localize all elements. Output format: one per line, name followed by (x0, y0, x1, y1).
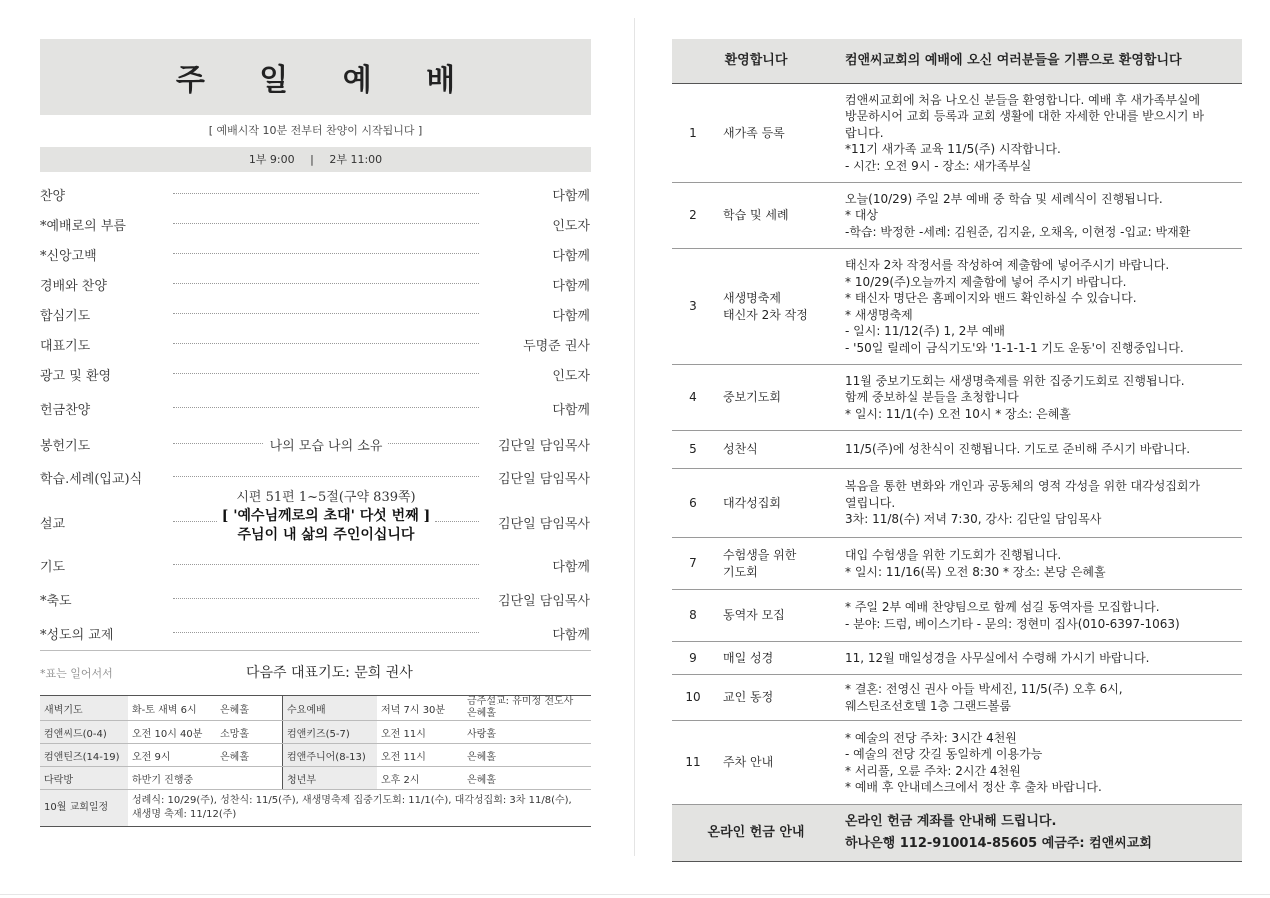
order-item-leader: 인도자 (552, 369, 590, 384)
online-offering-label: 온라인 헌금 안내 (672, 805, 840, 862)
schedule-label: 컴앤틴즈(14-19) (40, 744, 128, 767)
dotted-leader (173, 598, 479, 599)
dotted-leader (173, 253, 479, 254)
table-row (40, 696, 591, 721)
sermon-title: 주님이 내 삶의 주인이십니다 (237, 527, 415, 543)
schedule-place: 소망홀 (216, 721, 283, 744)
schedule-label: 수요예배 (283, 696, 378, 721)
church-schedule-label: 10월 교회일정 (40, 790, 128, 827)
item-title: 새가족 등록 (714, 84, 840, 183)
order-item-leader: 다함께 (552, 279, 590, 294)
bank-account-line: 하나은행 112-910014-85605 예금주: 컴앤씨교회 (845, 836, 1152, 851)
schedule-label: 컴앤키즈(5-7) (283, 721, 378, 744)
order-item-name: 합심기도 (40, 309, 91, 324)
schedule-place (216, 767, 283, 790)
announcements-page (672, 39, 1242, 862)
order-item-name: *축도 (40, 594, 72, 609)
item-title: 동역자 모집 (714, 590, 840, 642)
schedule-place: 은혜홀 (216, 744, 283, 767)
table-row (672, 469, 1242, 538)
order-item-leader: 인도자 (552, 219, 590, 234)
order-item-name: *신앙고백 (40, 249, 97, 264)
order-item-leader: 다함께 (552, 628, 590, 643)
sermon-series: [ '예수님께로의 초대' 다섯 번째 ] (221, 508, 431, 524)
table-row (672, 590, 1242, 642)
online-offering-info (840, 805, 1242, 862)
item-number: 4 (672, 365, 714, 431)
item-text: * 주일 2부 예배 찬양팀으로 함께 섬길 동역자를 모집합니다. - 분야: 드럼, 베이스기타 - 문의: 정현미 집사(010-6397-1063) (840, 590, 1242, 642)
schedule-place: 은혜홀 (463, 767, 591, 790)
title-banner (40, 39, 591, 115)
item-title: 대각성집회 (714, 469, 840, 538)
wednesday-place: 은혜홀 (467, 708, 496, 719)
schedule-label: 청년부 (283, 767, 378, 790)
second-service-time: 2부 11:00 (329, 153, 383, 166)
online-offering-line: 온라인 헌금 계좌를 안내해 드립니다. (845, 814, 1057, 829)
table-row (672, 84, 1242, 183)
schedule-label: 컴앤씨드(0-4) (40, 721, 128, 744)
item-number: 9 (672, 642, 714, 675)
schedule-label: 컴앤주니어(8-13) (283, 744, 378, 767)
sermon-details (173, 488, 479, 545)
order-item-leader: 다함께 (552, 189, 590, 204)
table-row (40, 744, 591, 767)
order-item-name: 찬양 (40, 189, 66, 204)
table-row (672, 642, 1242, 675)
online-offering-row (672, 805, 1242, 862)
schedule-time: 오전 10시 40분 (128, 721, 216, 744)
order-item-name: 헌금찬양 (40, 403, 91, 418)
bottom-border (0, 894, 1270, 895)
order-item-leader: 김단일 담임목사 (497, 517, 590, 532)
item-number: 10 (672, 675, 714, 721)
item-text: 태신자 2차 작정서를 작성하여 제출함에 넣어주시기 바랍니다. * 10/29(주)오늘까지 제출함에 넣어 주시기 바랍니다. * 태신자 명단은 홈페이지와 밴드 확인하실 수 있습니다. * 새생명축제 - 일시: 11/12(주) 1, 2부 예배 - '50일 릴레이 금식기도'와 '1-1-1-1 기도 운동'이 진행중입니다. (840, 249, 1242, 365)
order-item-name: 봉헌기도 (40, 439, 91, 454)
dotted-leader (173, 343, 479, 344)
table-row (672, 365, 1242, 431)
item-title: 학습 및 세례 (714, 183, 840, 249)
table-row (672, 249, 1242, 365)
item-number: 5 (672, 431, 714, 469)
schedule-place: 사랑홀 (463, 721, 591, 744)
table-row (672, 183, 1242, 249)
schedule-place: 은혜홀 (216, 696, 283, 721)
church-schedule-text (128, 790, 591, 827)
first-service-time: 1부 9:00 (248, 153, 295, 166)
table-row (40, 790, 591, 827)
schedule-time: 오전 11시 (377, 721, 463, 744)
dotted-leader (173, 313, 479, 314)
item-text: * 결혼: 전영신 권사 아들 박세진, 11/5(주) 오후 6시, 웨스틴조선호텔 1층 그랜드볼룸 (840, 675, 1242, 721)
service-times (40, 147, 591, 172)
dotted-leader (173, 564, 479, 565)
wednesday-preacher: 금주설교: 유미정 전도사 (467, 696, 574, 707)
order-item-name: 대표기도 (40, 339, 91, 354)
dotted-leader (173, 223, 479, 224)
schedule-place: 은혜홀 (463, 744, 591, 767)
schedule-time: 저녁 7시 30분 (377, 696, 463, 721)
schedule-time: 하반기 진행중 (128, 767, 216, 790)
item-title: 수험생을 위한 기도회 (714, 538, 840, 590)
dotted-leader (173, 407, 479, 408)
offering-hymn (173, 435, 479, 454)
worship-order-list (40, 172, 591, 650)
worship-order-page (40, 39, 591, 827)
order-item-name: 기도 (40, 560, 66, 575)
page-divider (634, 18, 635, 856)
offering-hymn-title: 나의 모습 나의 소유 (264, 439, 389, 454)
dotted-leader (173, 193, 479, 194)
dotted-leader (173, 476, 479, 477)
item-title: 매일 성경 (714, 642, 840, 675)
schedule-time: 오전 9시 (128, 744, 216, 767)
table-row (40, 721, 591, 744)
order-item-leader: 김단일 담임목사 (497, 472, 590, 487)
schedule-table (40, 695, 591, 827)
order-item-name: 설교 (40, 517, 66, 532)
sermon-scripture: 시편 51편 1~5절(구약 839쪽) (236, 490, 416, 505)
item-text: 복음을 통한 변화와 개인과 공동체의 영적 각성을 위한 대각성집회가 열립니다. 3차: 11/8(수) 저녁 7:30, 강사: 김단일 담임목사 (840, 469, 1242, 538)
church-schedule-line: 새생명 축제: 11/12(주) (132, 809, 237, 820)
table-row (672, 431, 1242, 469)
item-text: * 예술의 전당 주차: 3시간 4천원 - 예술의 전당 갓길 동일하게 이용가능 * 서리풀, 오륜 주차: 2시간 4천원 * 예배 후 안내데스크에서 정산 후 출차 바랍니다. (840, 721, 1242, 805)
item-title: 주차 안내 (714, 721, 840, 805)
item-text: 대입 수험생을 위한 기도회가 진행됩니다. * 일시: 11/16(목) 오전 8:30 * 장소: 본당 은혜홀 (840, 538, 1242, 590)
item-title: 새생명축제 태신자 2차 작정 (714, 249, 840, 365)
table-row (672, 675, 1242, 721)
order-item-leader: 두명준 권사 (523, 339, 590, 354)
item-text: 컴앤씨교회에 처음 나오신 분들을 환영합니다. 예배 후 새가족부실에 방문하시어 교회 등록과 교회 생활에 대한 자세한 안내를 받으시기 바 랍니다. *11기 새가족 교육 11/5(주) 시작합니다. - 시간: 오전 9시 - 장소: 새가족부실 (840, 84, 1242, 183)
order-item-leader: 다함께 (552, 560, 590, 575)
dotted-leader (173, 632, 479, 633)
announcements-table (672, 39, 1242, 862)
item-number: 11 (672, 721, 714, 805)
dotted-leader (173, 373, 479, 374)
order-item-leader: 다함께 (552, 309, 590, 324)
dotted-leader (173, 521, 217, 522)
item-text: 오늘(10/29) 주일 2부 예배 중 학습 및 세례식이 진행됩니다. * 대상 -학습: 박정한 -세례: 김원준, 김지윤, 오채옥, 이현정 -입교: 박재환 (840, 183, 1242, 249)
item-title: 성찬식 (714, 431, 840, 469)
item-number: 6 (672, 469, 714, 538)
welcome-header (672, 39, 1242, 84)
schedule-label: 다락방 (40, 767, 128, 790)
item-text: 11월 중보기도회는 새생명축제를 위한 집중기도회로 진행됩니다. 함께 중보하실 분들을 초청합니다 * 일시: 11/1(수) 오전 10시 * 장소: 은혜홀 (840, 365, 1242, 431)
next-week-info (40, 651, 591, 695)
item-number: 1 (672, 84, 714, 183)
item-number: 7 (672, 538, 714, 590)
schedule-label: 새벽기도 (40, 696, 128, 721)
item-number: 2 (672, 183, 714, 249)
item-title: 교인 동정 (714, 675, 840, 721)
schedule-place (463, 696, 591, 721)
time-separator: | (310, 153, 314, 166)
table-row (672, 721, 1242, 805)
order-item-name: *성도의 교제 (40, 628, 114, 643)
dotted-leader (435, 521, 479, 522)
worship-notice: [ 예배시작 10분 전부터 찬양이 시작됩니다 ] (208, 124, 423, 137)
table-row (40, 767, 591, 790)
order-item-name: 학습.세례(입교)식 (40, 472, 143, 487)
item-number: 3 (672, 249, 714, 365)
table-row (672, 538, 1242, 590)
order-item-leader: 다함께 (552, 403, 590, 418)
order-item-leader: 다함께 (552, 249, 590, 264)
schedule-time: 오전 11시 (377, 744, 463, 767)
next-week-prayer: 다음주 대표기도: 문희 권사 (246, 665, 413, 681)
order-item-name: *예배로의 부름 (40, 219, 126, 234)
dotted-leader (173, 283, 479, 284)
schedule-time: 화-토 새벽 6시 (128, 696, 216, 721)
order-item-leader: 김단일 담임목사 (497, 439, 590, 454)
standing-note: *표는 일어서서 (40, 667, 113, 680)
church-schedule-line: 성례식: 10/29(주), 성찬식: 11/5(주), 새생명축제 집중기도회: 11/1(수), 대각성집회: 3차 11/8(수), (132, 795, 572, 806)
order-item-name: 광고 및 환영 (40, 369, 112, 384)
schedule-time: 오후 2시 (377, 767, 463, 790)
welcome-text: 컴앤씨교회의 예배에 오신 여러분들을 기쁨으로 환영합니다 (840, 39, 1242, 84)
item-title: 중보기도회 (714, 365, 840, 431)
welcome-label: 환영합니다 (672, 39, 840, 84)
item-number: 8 (672, 590, 714, 642)
item-text: 11/5(주)에 성찬식이 진행됩니다. 기도로 준비해 주시기 바랍니다. (840, 431, 1242, 469)
order-item-name: 경배와 찬양 (40, 279, 107, 294)
item-text: 11, 12월 매일성경을 사무실에서 수령해 가시기 바랍니다. (840, 642, 1242, 675)
page-title: 주 일 예 배 (175, 63, 478, 98)
order-item-leader: 김단일 담임목사 (497, 594, 590, 609)
